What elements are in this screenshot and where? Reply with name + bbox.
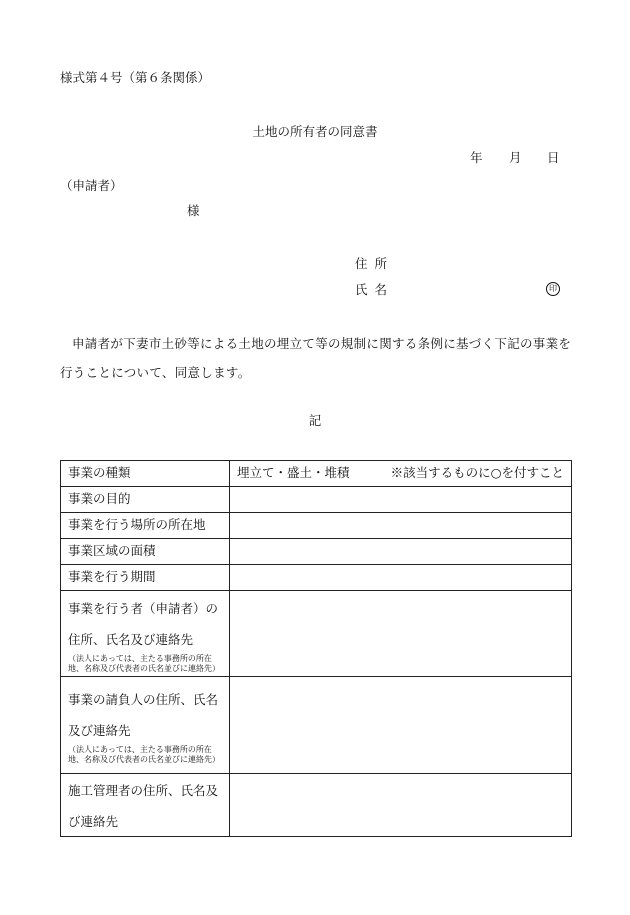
period-label: 事業を行う期間 [61,565,230,591]
contractor-note: （法人にあっては、主たる事務所の所在地、名称及び代表者の氏名並びに連絡先） [68,745,220,764]
seal-icon: 印 [546,282,560,296]
location-value-cell[interactable] [230,513,572,539]
period-value-cell[interactable] [230,565,572,591]
business-type-options: 埋立て・盛土・堆積 [237,465,350,481]
table-row-period [61,565,572,591]
table-row-area [61,539,572,565]
contractor-value-cell[interactable] [230,677,572,774]
signer-address-label: 住所 [355,256,395,271]
ki-heading: 記 [308,413,322,428]
consent-body-text: 申請者が下妻市土砂等による土地の埋立て等の規制に関する条例に基づく下記の事業を行うことについて、同意します。 [60,336,572,380]
table-row-operator [61,591,572,677]
date-year-label: 年 [470,150,483,165]
signer-name-label: 氏名 [355,282,395,297]
date-month-label: 月 [509,150,522,165]
operator-label-line1: 事業を行う者（申請者）の [68,600,219,616]
document-title: 土地の所有者の同意書 [252,124,378,139]
business-type-value-cell[interactable] [230,461,572,487]
applicant-label: （申請者） [60,178,123,193]
manager-label-line1: 施工管理者の住所、氏名及 [68,783,219,798]
manager-label-cell [61,774,230,837]
contractor-label-line1: 事業の請負人の住所、氏名 [68,692,219,707]
business-details-table [60,460,572,837]
contractor-label-line2: 及び連絡先 [68,723,131,738]
area-label: 事業区域の面積 [61,539,230,565]
operator-note: （法人にあっては、主たる事務所の所在地、名称及び代表者の氏名並びに連絡先） [68,653,220,673]
operator-label-cell [61,591,230,677]
addressee-suffix: 様 [187,203,200,218]
operator-label-line2: 住所、氏名及び連絡先 [68,631,194,647]
purpose-value-cell[interactable] [230,487,572,513]
table-row-manager [61,774,572,837]
form-number: 様式第４号（第６条関係） [60,70,211,85]
date-day-label: 日 [547,150,560,165]
area-value-cell[interactable] [230,539,572,565]
purpose-label: 事業の目的 [61,487,230,513]
business-type-label: 事業の種類 [61,461,230,487]
table-row-location [61,513,572,539]
table-row-purpose [61,487,572,513]
contractor-label-cell [61,677,230,774]
table-row-contractor [61,677,572,774]
business-type-note: ※該当するものに○を付すこと [390,465,564,481]
manager-label-line2: び連絡先 [68,814,119,829]
operator-value-cell[interactable] [230,591,572,677]
manager-value-cell[interactable] [230,774,572,837]
location-label: 事業を行う場所の所在地 [61,513,230,539]
table-row-business-type [61,461,572,487]
